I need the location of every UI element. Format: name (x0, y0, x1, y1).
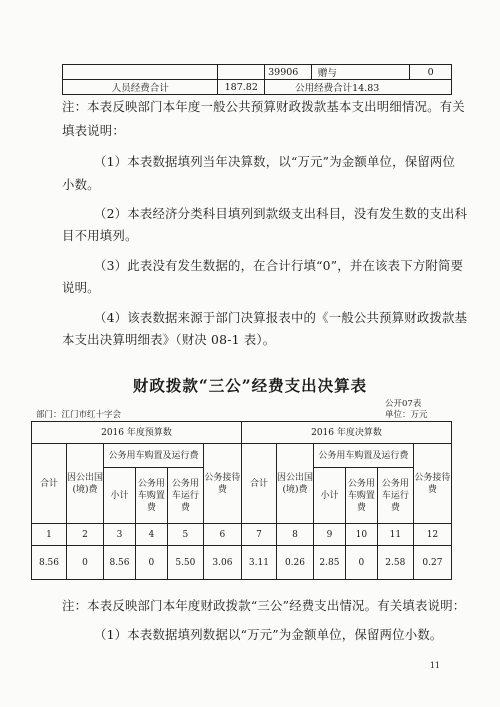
instruction-line: 说明。 (62, 280, 100, 295)
instruction-line: （2）本表经济分类科目填列到款级支出科目，没有发生数的支出科 (94, 206, 468, 221)
index-cell: 7 (241, 524, 276, 546)
table-cell (218, 65, 265, 80)
table-cell: 0 (410, 65, 452, 80)
value-cell: 0 (135, 546, 167, 580)
public-expense-cell (265, 80, 452, 95)
value-cell: 2.85 (314, 546, 346, 580)
unit-label: 单位：万元 (385, 410, 428, 420)
note-line: 注：本表反映部门本年度一般公共预算财政拨款基本支出明细情况。有关 (62, 99, 465, 114)
value-cell: 2.58 (377, 546, 413, 580)
page-title: 财政拨款“三公”经费支出决算表 (132, 376, 368, 395)
index-cell: 5 (167, 524, 203, 546)
instruction-line: 目不用填列。 (62, 228, 138, 243)
header-cell: 公务接待费 (203, 444, 241, 524)
table-row (63, 80, 452, 95)
value-cell: 8.56 (104, 546, 136, 580)
index-cell: 4 (135, 524, 167, 546)
header-cell: 小计 (104, 468, 136, 524)
value-cell: 3.11 (241, 546, 276, 580)
instruction-line: （1）本表数据填列数据以“万元”为金额单位，保留两位小数。 (94, 627, 443, 642)
header-cell: 合计 (241, 444, 276, 524)
index-cell: 6 (203, 524, 241, 546)
personnel-expense-label: 人员经费合计 (63, 80, 218, 95)
instruction-line: （3）此表没有发生数据的，在合计行填“0”，并在该表下方附简要 (94, 258, 464, 273)
value-cell: 0 (345, 546, 377, 580)
table-row (63, 65, 452, 80)
value-cell: 0 (67, 546, 104, 580)
table-row (32, 524, 452, 546)
index-cell: 10 (345, 524, 377, 546)
note-line: 填表说明： (62, 123, 125, 138)
header-cell: 公务用车购置费 (135, 468, 167, 524)
instruction-line: 小数。 (62, 177, 100, 192)
value-cell: 5.50 (167, 546, 203, 580)
value-cell: 8.56 (32, 546, 67, 580)
public-expense-label: 公用经费合计 (295, 83, 353, 94)
header-cell: 合计 (32, 444, 67, 524)
header-cell: 公务用车运行费 (377, 468, 413, 524)
header-cell: 公务用车运行费 (167, 468, 203, 524)
page-number: 11 (429, 661, 440, 670)
public-expense-value: 14.83 (352, 83, 380, 94)
budget-header: 2016 年度预算数 (32, 422, 242, 444)
index-cell: 9 (314, 524, 346, 546)
actual-header: 2016 年度决算数 (241, 422, 451, 444)
department-label: 部门：江门市红十字会 (36, 410, 122, 420)
form-code: 公开07表 (385, 399, 422, 409)
index-cell: 12 (413, 524, 451, 546)
expense-detail-table (62, 64, 452, 95)
header-cell: 小计 (314, 468, 346, 524)
header-cell: 因公出国(境)费 (276, 444, 313, 524)
table-cell (63, 65, 218, 80)
index-cell: 8 (276, 524, 313, 546)
instruction-line: 本支出决算明细表》（财决 08-1 表）。 (62, 332, 276, 347)
three-public-expenses-table (31, 421, 452, 580)
header-cell: 因公出国(境)费 (67, 444, 104, 524)
table-row (32, 422, 452, 444)
table-cell: 39906 (265, 65, 312, 80)
table-row (32, 444, 452, 468)
header-cell: 公务用车购置费 (345, 468, 377, 524)
value-cell: 0.26 (276, 546, 313, 580)
instruction-line: （4）该表数据来源于部门决算报表中的《一般公共预算财政拨款基 (94, 310, 468, 325)
index-cell: 11 (377, 524, 413, 546)
value-cell: 0.27 (413, 546, 451, 580)
table-cell: 赠与 (311, 65, 410, 80)
personnel-expense-value: 187.82 (218, 80, 265, 95)
index-cell: 2 (67, 524, 104, 546)
instruction-line: （1）本表数据填列当年决算数，以“万元”为金额单位，保留两位 (94, 154, 456, 169)
header-cell: 公务接待费 (413, 444, 451, 524)
header-cell: 公务用车购置及运行费 (314, 444, 414, 468)
index-cell: 1 (32, 524, 67, 546)
header-cell: 公务用车购置及运行费 (104, 444, 204, 468)
index-cell: 3 (104, 524, 136, 546)
table-row (32, 546, 452, 580)
value-cell: 3.06 (203, 546, 241, 580)
note-line: 注：本表反映部门本年度财政拨款“三公”经费支出情况。有关填表说明： (62, 598, 466, 613)
